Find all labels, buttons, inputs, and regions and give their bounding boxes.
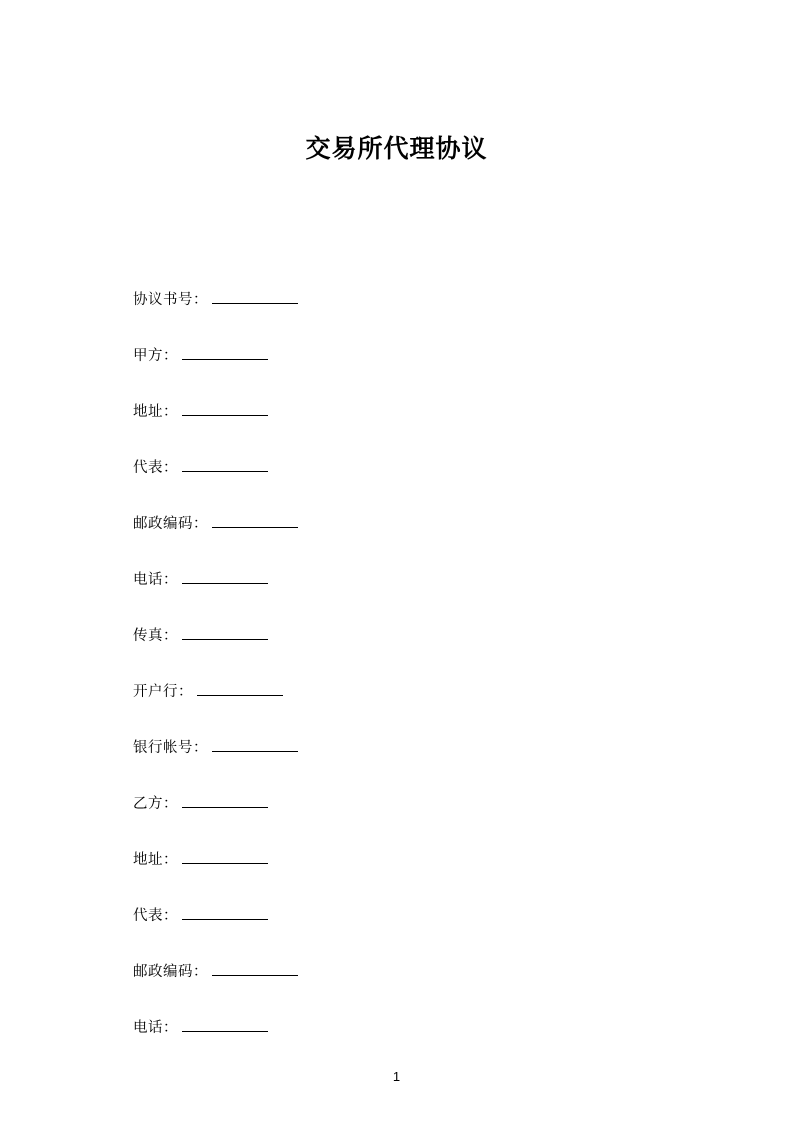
field-row-party-a-bank-account bbox=[133, 736, 693, 758]
field-label: 协议书号： bbox=[133, 292, 208, 308]
field-label: 电话： bbox=[133, 572, 178, 588]
page-title: 交易所代理协议 bbox=[305, 135, 488, 163]
field-label: 传真： bbox=[133, 628, 178, 644]
field-blank[interactable] bbox=[182, 904, 268, 920]
field-row-party-b-address bbox=[133, 848, 693, 870]
field-blank[interactable] bbox=[182, 792, 268, 808]
field-blank[interactable] bbox=[212, 288, 298, 304]
field-blank[interactable] bbox=[182, 848, 268, 864]
field-label: 甲方： bbox=[133, 348, 178, 364]
field-row-party-b bbox=[133, 792, 693, 814]
field-row-party-b-representative bbox=[133, 904, 693, 926]
field-row-party-a-address bbox=[133, 400, 693, 422]
field-blank[interactable] bbox=[212, 736, 298, 752]
field-blank[interactable] bbox=[212, 512, 298, 528]
field-label: 银行帐号： bbox=[133, 740, 208, 756]
page-number: 1 bbox=[392, 1069, 401, 1084]
field-label: 代表： bbox=[133, 460, 178, 476]
field-label: 地址： bbox=[133, 852, 178, 868]
field-blank[interactable] bbox=[182, 344, 268, 360]
field-label: 开户行： bbox=[133, 684, 193, 700]
field-row-agreement-number bbox=[133, 288, 693, 310]
field-row-party-b-phone bbox=[133, 1016, 693, 1038]
field-row-party-a bbox=[133, 344, 693, 366]
field-blank[interactable] bbox=[182, 568, 268, 584]
field-row-party-a-bank bbox=[133, 680, 693, 702]
field-row-party-a-representative bbox=[133, 456, 693, 478]
field-label: 邮政编码： bbox=[133, 516, 208, 532]
field-blank[interactable] bbox=[182, 624, 268, 640]
field-label: 邮政编码： bbox=[133, 964, 208, 980]
field-label: 地址： bbox=[133, 404, 178, 420]
field-row-party-a-phone bbox=[133, 568, 693, 590]
field-row-party-a-postcode bbox=[133, 512, 693, 534]
field-blank[interactable] bbox=[182, 400, 268, 416]
field-blank[interactable] bbox=[182, 456, 268, 472]
field-list bbox=[133, 288, 693, 1072]
field-label: 乙方： bbox=[133, 796, 178, 812]
field-row-party-a-fax bbox=[133, 624, 693, 646]
field-blank[interactable] bbox=[197, 680, 283, 696]
field-blank[interactable] bbox=[182, 1016, 268, 1032]
field-row-party-b-postcode bbox=[133, 960, 693, 982]
field-blank[interactable] bbox=[212, 960, 298, 976]
field-label: 电话： bbox=[133, 1020, 178, 1036]
field-label: 代表： bbox=[133, 908, 178, 924]
